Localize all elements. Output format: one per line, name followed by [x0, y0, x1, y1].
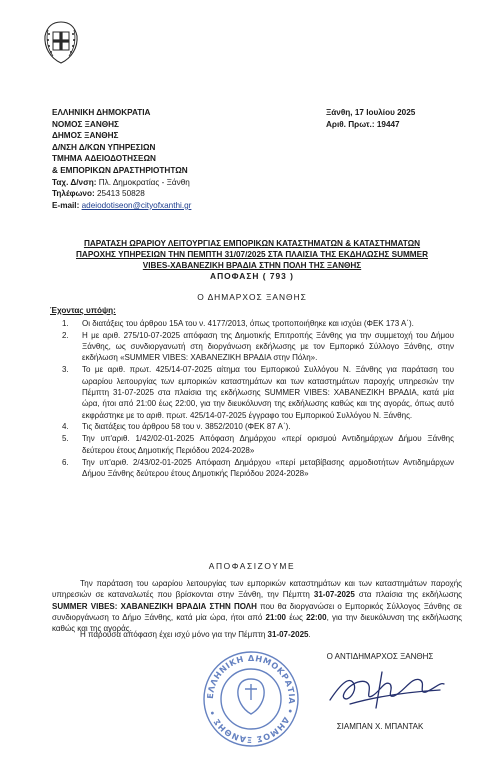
email-link[interactable]: adeiodotiseon@cityofxanthi.gr: [81, 200, 192, 210]
date-protocol-block: [326, 107, 415, 130]
issuer-line: ΕΛΛΗΝΙΚΗ ΔΗΜΟΚΡΑΤΙΑ: [52, 108, 151, 117]
decision-number-heading: ΑΠΟΦΑΣΗ ( 793 ): [210, 271, 294, 281]
mayor-heading: Ο ΔΗΜΑΡΧΟΣ ΞΑΝΘΗΣ: [197, 292, 307, 302]
handwritten-signature: [320, 662, 450, 714]
protocol-label: Αριθ. Πρωτ.:: [326, 119, 375, 129]
item-number: 4.: [62, 422, 69, 432]
decision-text: που θα διοργανώσει ο Εμπορικός Σύλλογος Ξάνθης σε συνδιοργάνωση το Δήμο Ξάνθης, κατά μία ώρα, ήτοι από: [52, 601, 462, 622]
considerations-heading: Έχοντας υπόψη:: [50, 306, 116, 315]
item-number: 1.: [62, 319, 69, 328]
item-text: Την υπ'αριθ. 1/42/02-01-2025 Απόφαση Δημάρχου «περί ορισμού Αντιδημάρχων Δήμου Ξάνθης δεύτερου έτους Δημοτικής Περιόδου 2024-2028»: [82, 434, 454, 455]
list-item: [62, 457, 454, 480]
end-time: 22:00: [306, 612, 327, 622]
item-number: 3.: [62, 365, 69, 375]
issuer-block: [52, 107, 191, 211]
list-item: [62, 318, 454, 329]
list-item: [62, 421, 454, 432]
considerations-list: [62, 318, 454, 480]
decision-text: έως: [286, 612, 307, 622]
greek-emblem-icon: [40, 18, 82, 66]
phone-value: 25413 50828: [96, 189, 145, 199]
protocol-line: [326, 119, 415, 131]
event-name: SUMMER VIBES: ΧΑΒΑΝΕΖΙΚΗ ΒΡΑΔΙΑ ΣΤΗΝ ΠΟΛΗ: [52, 601, 257, 611]
list-item: [62, 330, 454, 364]
address-label: Ταχ. Δ/νση:: [52, 177, 97, 187]
email-label: E-mail:: [52, 200, 80, 210]
item-number: 6.: [62, 457, 69, 467]
issuer-line: & ΕΜΠΟΡΙΚΩΝ ΔΡΑΣΤΗΡΙΟΤΗΤΩΝ: [52, 165, 188, 175]
decision-text: στα πλαίσια της εκδήλωσης: [354, 590, 462, 600]
signatory-name: ΣΙΑΜΠΑΝ Χ. ΜΠΑΝΤΑΚ: [336, 722, 424, 731]
phone-line: [52, 188, 191, 200]
issuer-line: ΤΜΗΜΑ ΑΔΕΙΟΔΟΤΗΣΕΩΝ: [52, 154, 156, 164]
signatory-role: Ο ΑΝΤΙΔΗΜΑΡΧΟΣ ΞΑΝΘΗΣ: [326, 652, 434, 661]
list-item: [62, 433, 454, 456]
document-title: [40, 238, 464, 271]
document-date: Ξάνθη, 17 Ιουλίου 2025: [326, 108, 416, 117]
address-value: Πλ. Δημοκρατίας - Ξάνθη: [98, 177, 190, 187]
official-stamp: [201, 649, 301, 749]
stamp-text: ΕΛΛΗΝΙΚΗ ΔΗΜΟΚΡΑΤΙΑ • ΔΗΜΟΣ ΞΑΝΘΗΣ •: [204, 652, 298, 746]
issuer-line: ΝΟΜΟΣ ΞΑΝΘΗΣ: [52, 119, 119, 129]
item-text: Η με αριθ. 275/10-07-2025 απόφαση της Δημοτικής Επιτροπής Ξάνθης για την συμμετοχή του Δήμου Ξάνθης, ως συνδιοργανωτή στη διοργάνωση εκδήλωσης με τον Εμπορικό Σύλλογο Ξάνθης, στην εκδήλωση «SUMMER VIBES: ΧΑΒΑΝΕΖΙΚΗ ΒΡΑΔΙΑ στην Πόλη».: [82, 330, 454, 363]
event-date: 31-07-2025: [313, 590, 355, 600]
decide-heading: ΑΠΟΦΑΣΙΖΟΥΜΕ: [208, 561, 296, 571]
protocol-number: 19447: [376, 119, 400, 129]
address-line: [52, 177, 191, 189]
list-item: [62, 364, 454, 420]
item-number: 2.: [62, 330, 69, 340]
title-line: VIBES-ΧΑΒΑΝΕΖΙΚΗ ΒΡΑΔΙΑ ΣΤΗΝ ΠΟΛΗ ΤΗΣ ΞΑΝΘΗΣ: [142, 261, 362, 270]
title-line: ΠΑΡΟΧΗΣ ΥΠΗΡΕΣΙΩΝ ΤΗΝ ΠΕΜΠΤΗ 31/07/2025 ΣΤΑ ΠΛΑΙΣΙΑ ΤΗΣ ΕΚΔΗΛΩΣΗΣ SUMMER: [76, 250, 428, 259]
validity-text: Η παρούσα απόφαση έχει ισχύ μόνο για την Πέμπτη: [80, 630, 268, 639]
item-text: Την υπ'αριθ. 2/43/02-01-2025 Απόφαση Δημάρχου «περί μεταβίβασης αρμοδιοτήτων Αντιδημάρχων Δήμου Ξάνθης δεύτερου έτους Δημοτικής Περιόδου 2024-2028»: [82, 457, 454, 478]
decision-text: Την παράταση του ωραρίου λειτουργίας των εμπορικών καταστημάτων και των καταστημάτων παροχής υπηρεσιών σε καταναλωτές που βρίσκονται στην Ξάνθη, την Πέμπτη: [52, 579, 462, 600]
start-time: 21:00: [265, 612, 287, 622]
email-line: [52, 200, 191, 212]
title-line: ΠΑΡΑΤΑΣΗ ΩΡΑΡΙΟΥ ΛΕΙΤΟΥΡΓΙΑΣ ΕΜΠΟΡΙΚΩΝ ΚΑΤΑΣΤΗΜΑΤΩΝ & ΚΑΤΑΣΤΗΜΑΤΩΝ: [83, 239, 421, 248]
item-text: Το με αριθ. πρωτ. 425/14-07-2025 αίτημα του Εμπορικού Συλλόγου Ν. Ξάνθης για παράταση του ωραρίου λειτουργίας των εμπορικών καταστημάτων και των καταστημάτων παροχής υπηρεσιών την Πέμπτη 31-07-2025 στα πλαίσια της εκδήλωσης SUMMER VIBES: ΧΑΒΑΝΕΖΙΚΗ ΒΡΑΔΙΑ, κατά μία ώρα, ήτοι από 21:00 έως 22:00, για την διευκόλυνση της εκδήλωσης καθώς και της αγοράς, όπως αυτό εκφράστηκε με το αριθ. πρωτ. 425/14-07-2025 έγγραφο του Εμπορικού Συλλόγου Ν. Ξάνθης.: [82, 365, 454, 420]
validity-line: [80, 630, 311, 639]
validity-date: 31-07-2025: [267, 630, 309, 639]
phone-label: Τηλέφωνο:: [52, 189, 95, 199]
item-text: Τις διατάξεις του άρθρου 58 του ν. 3852/2010 (ΦΕΚ 87 Α΄).: [82, 422, 291, 432]
issuer-line: Δ/ΝΣΗ Δ/ΚΩΝ ΥΠΗΡΕΣΙΩΝ: [52, 142, 156, 152]
validity-end: .: [308, 630, 311, 639]
issuer-line: ΔΗΜΟΣ ΞΑΝΘΗΣ: [52, 131, 119, 141]
decision-text: , για την διευκόλυνση της εκδήλωσης καθώς και της αγοράς.: [52, 612, 462, 634]
item-text: Οι διατάξεις του άρθρου 15Α του ν. 4177/2013, όπως τροποποιήθηκε και ισχύει (ΦΕΚ 173 Α΄).: [82, 319, 414, 328]
item-number: 5.: [62, 434, 69, 444]
decision-paragraph: [52, 578, 462, 634]
